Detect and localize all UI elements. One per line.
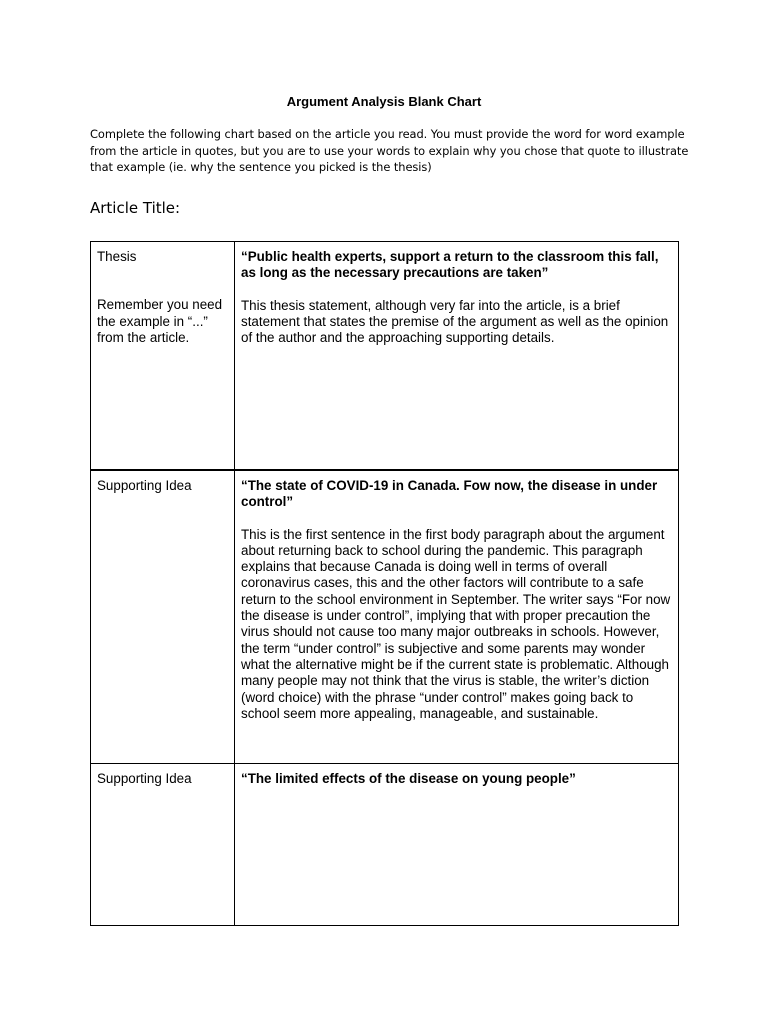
row-label: Supporting Idea <box>97 771 192 786</box>
row-content-cell <box>235 242 679 471</box>
supporting-idea-quote: “The state of COVID-19 in Canada. Fow now, the disease in under control” <box>241 478 658 510</box>
reminder-note: Remember you need the example in “...” from the article. <box>97 297 223 345</box>
table-row-thesis <box>91 242 679 471</box>
article-title-label: Article Title: <box>90 199 181 217</box>
row-label-cell <box>91 242 235 471</box>
row-label: Thesis <box>97 249 137 264</box>
row-content-cell <box>235 764 679 926</box>
table-row-supporting-idea-2 <box>91 764 679 926</box>
row-label-cell <box>91 764 235 926</box>
row-label: Supporting Idea <box>97 478 192 493</box>
supporting-idea-explanation: This is the first sentence in the first body paragraph about the argument about returning back to school during the pandemic. This paragraph explains that because Canada is doing well in terms of overall coronavirus cases, this and the other factors will contribute to a safe return to the school environment in September. The writer says “For now the disease is under control”, implying that with proper precaution the virus should not cause too many major outbreaks in schools. However, the term “under control” is subjective and some parents may wonder what the alternative might be if the current state is problematic. Although many people may not think that the virus is stable, the writer’s diction (word choice) with the phrase “under control” makes going back to school seem more appealing, manageable, and sustainable. <box>241 526 671 721</box>
document-title: Argument Analysis Blank Chart <box>286 94 482 109</box>
supporting-idea-quote: “The limited effects of the disease on young people” <box>241 771 576 786</box>
row-content-cell <box>235 470 679 764</box>
table-row-supporting-idea-1 <box>91 470 679 764</box>
row-label-cell <box>91 470 235 764</box>
thesis-quote: “Public health experts, support a return to the classroom this fall, as long as the necessary precautions are taken” <box>241 249 659 281</box>
thesis-explanation: This thesis statement, although very far into the article, is a brief statement that states the premise of the argument as well as the opinion of the author and the approaching supporting details. <box>241 297 669 346</box>
argument-analysis-table <box>90 241 679 926</box>
instructions-paragraph: Complete the following chart based on the article you read. You must provide the word for word example from the article in quotes, but you are to use your words to explain why you chose that quote to illustrate that example (ie. why the sentence you picked is the thesis) <box>90 127 689 174</box>
